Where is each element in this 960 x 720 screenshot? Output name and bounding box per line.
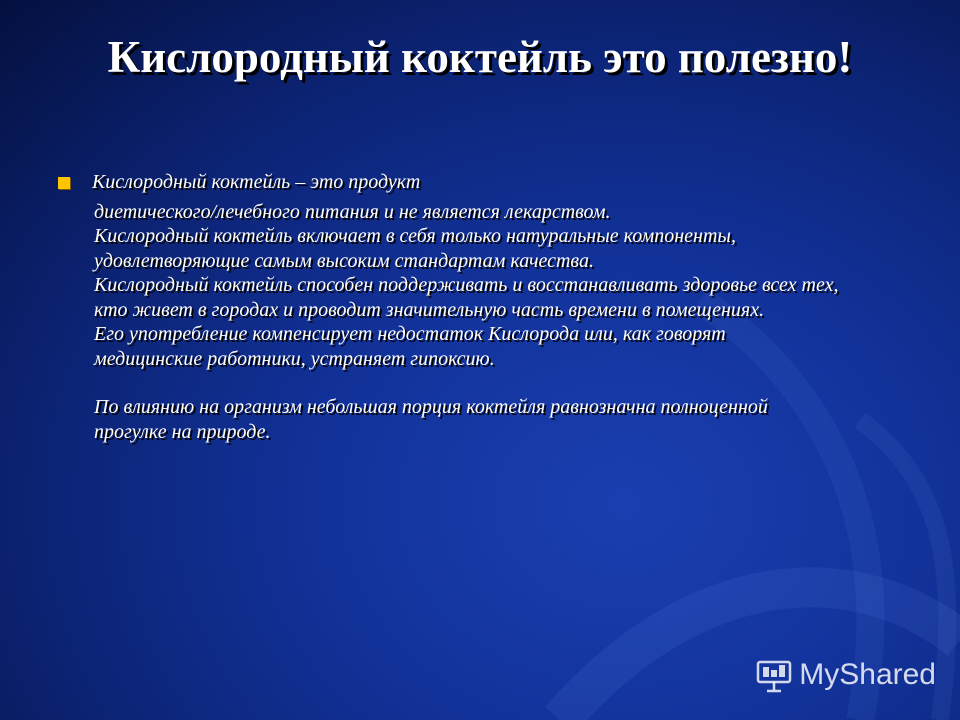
watermark-text: MyShared: [799, 658, 936, 691]
bullet-first-line: Кислородный коктейль – это продукт: [92, 171, 421, 193]
square-bullet-icon: [58, 177, 70, 189]
bullet-line: кто живет в городах и проводит значительную часть времени в помещениях.: [94, 298, 765, 321]
slide-title: Кислородный коктейль это полезно!: [107, 32, 853, 82]
bullet-item: [58, 170, 908, 195]
bullet-list: [58, 170, 908, 444]
watermark-logo: [755, 656, 936, 694]
presentation-board-icon: [755, 656, 793, 694]
bullet-line: Кислородный коктейль включает в себя только натуральные компоненты,: [94, 225, 736, 247]
bullet-line: удовлетворяющие самым высоким стандартам качества.: [94, 249, 594, 272]
bullet-line: По влиянию на организм небольшая порция коктейля равнозначна полноценной: [94, 396, 768, 418]
paragraph-gap: [94, 371, 908, 395]
bullet-line: диетического/лечебного питания и не является лекарством.: [94, 200, 611, 223]
bullet-line: Его употребление компенсирует недостаток Кислорода или, как говорят: [94, 323, 726, 345]
bullet-continuation: [58, 200, 908, 445]
bullet-line: медицинские работники, устраняет гипоксию.: [94, 347, 495, 370]
bullet-line: прогулке на природе.: [94, 420, 271, 443]
bullet-line: Кислородный коктейль способен поддерживать и восстанавливать здоровье всех тех,: [94, 274, 839, 296]
